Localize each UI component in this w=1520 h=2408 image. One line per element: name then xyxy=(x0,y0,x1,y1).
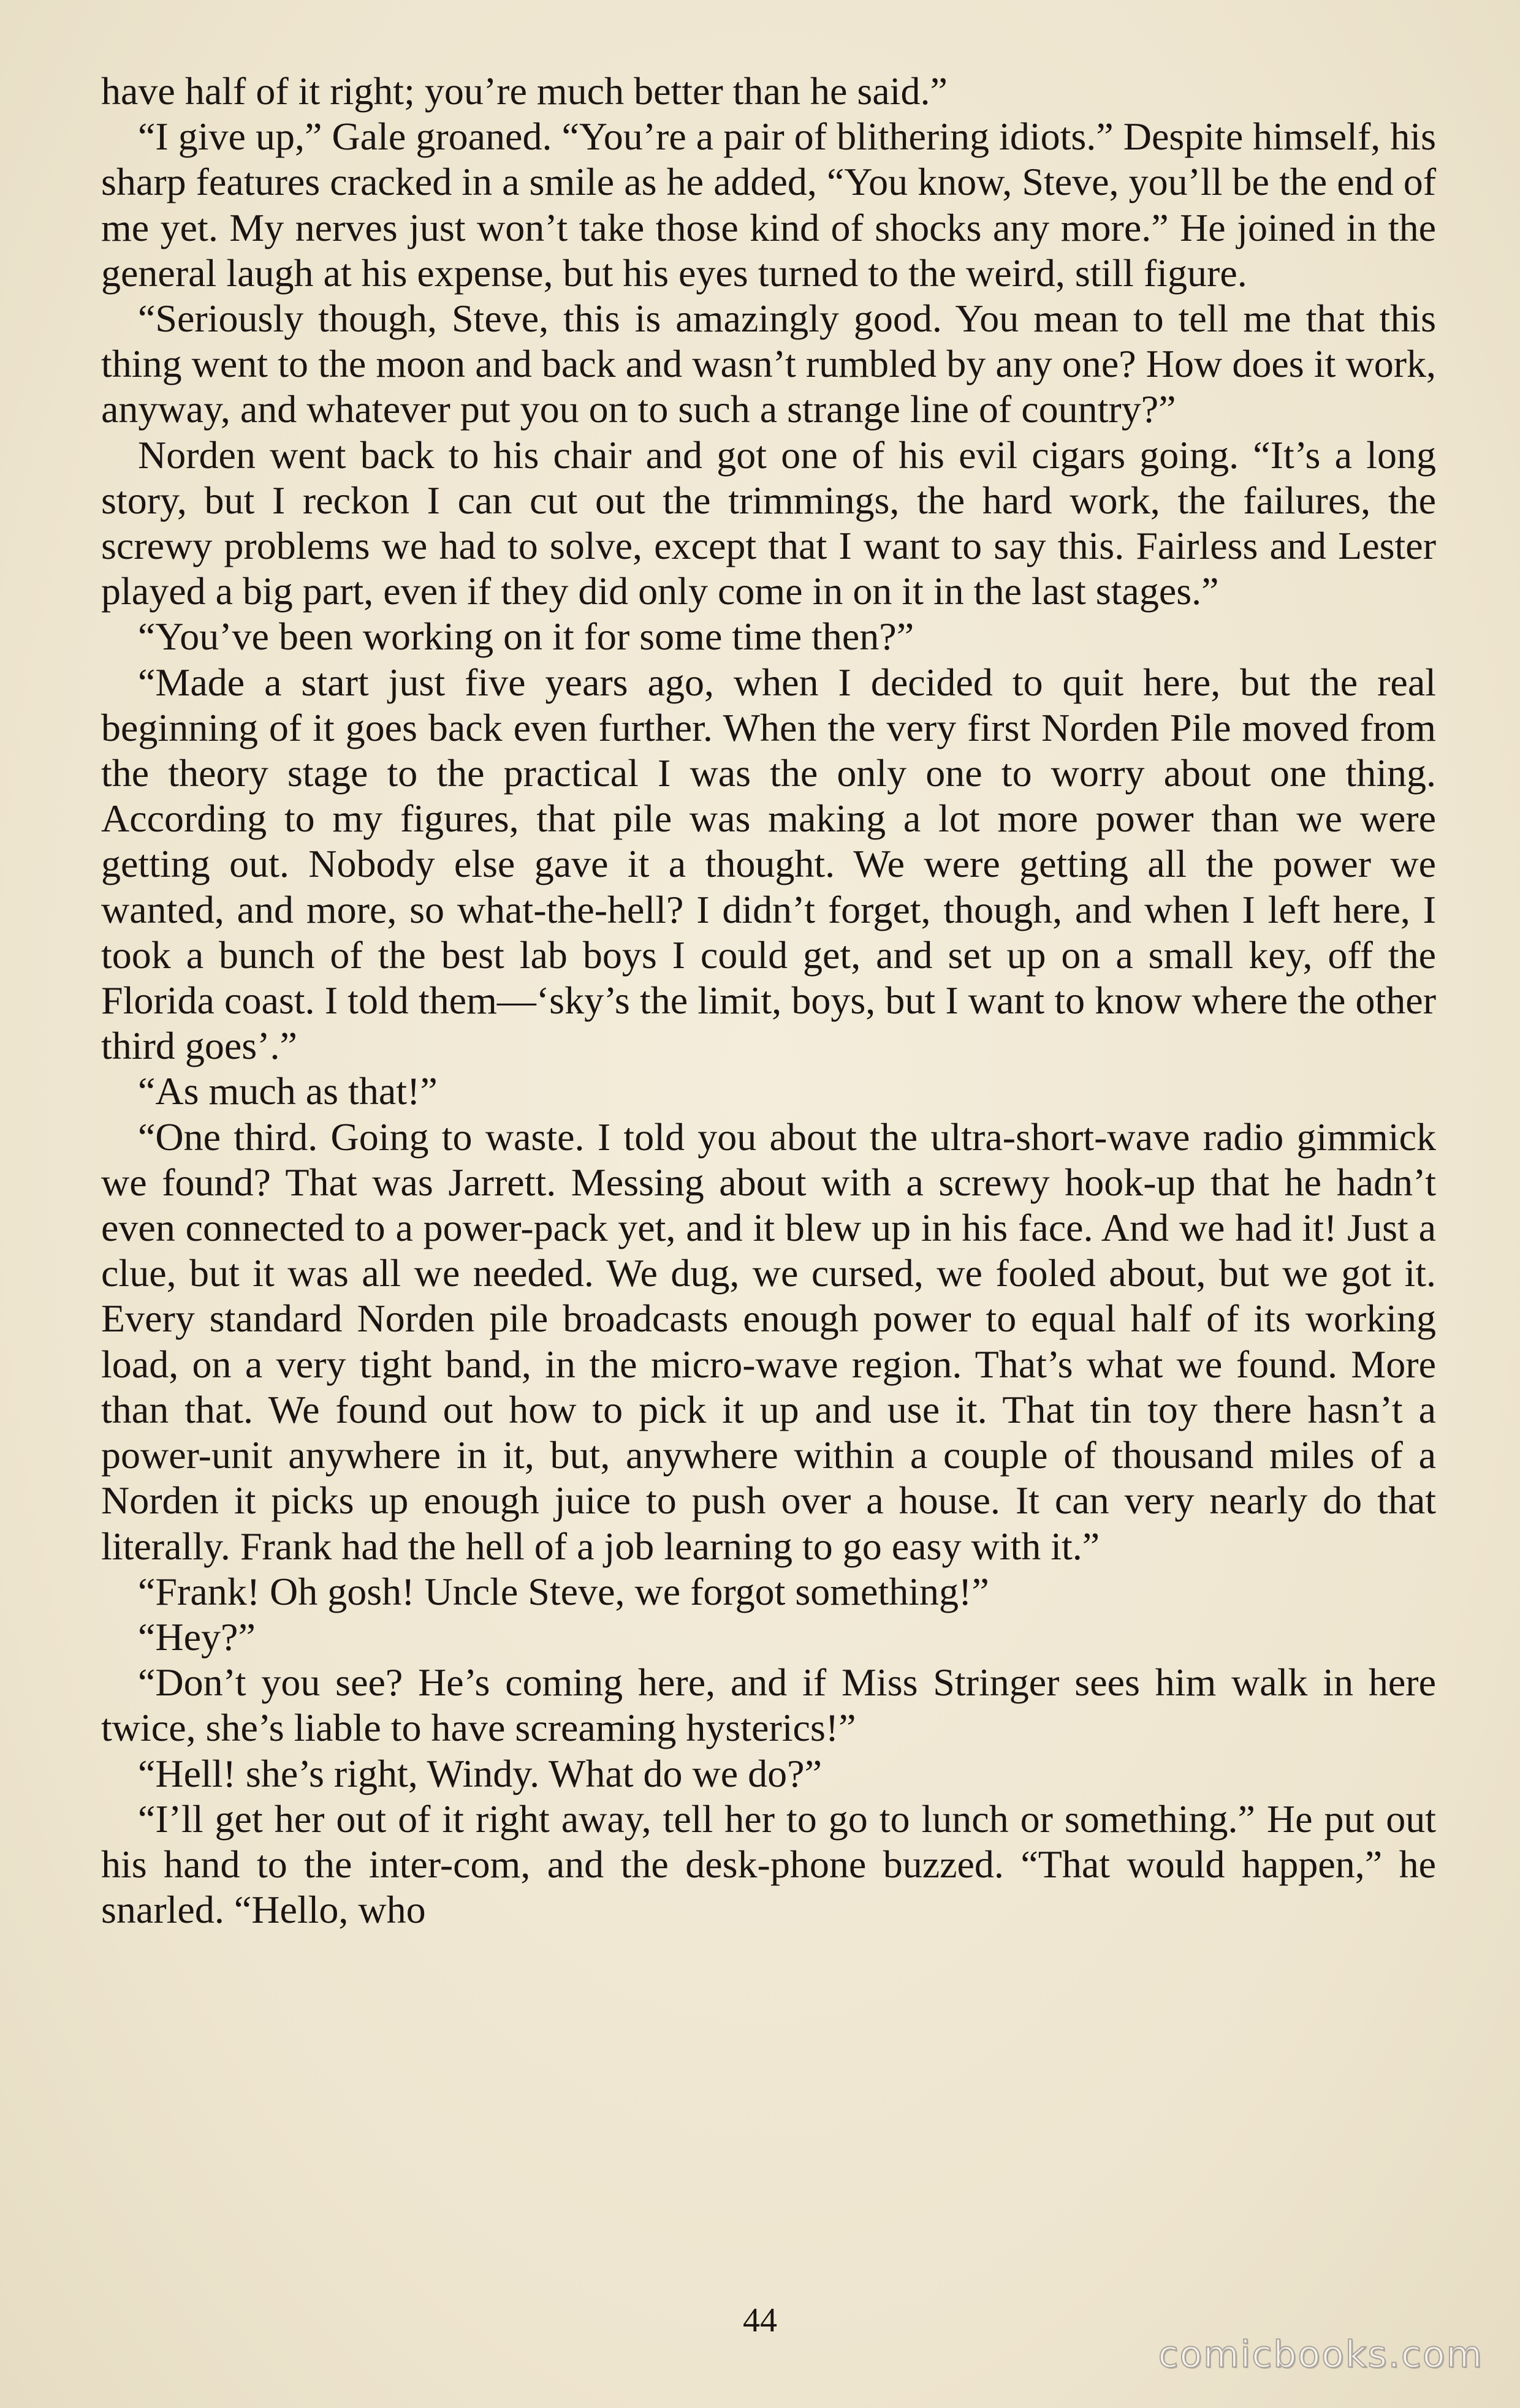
paragraph: “One third. Going to waste. I told you about the ultra-short-wave radio gimmick we found? That was Jarrett. Messing about with a screwy hook-up that he hadn’t even connected to a power-pack yet, and it blew up in his face. And we had it! Just a clue, but it was all we needed. We dug, we cursed, we fooled about, but we got it. Every standard Norden pile broadcasts enough power to equal half of its working load, on a very tight band, in the micro-wave region. That’s what we found. More than that. We found out how to pick it up and use it. That tin toy there hasn’t a power-unit anywhere in it, but, anywhere within a couple of thousand miles of a Norden it picks up enough juice to push over a house. It can very nearly do that literally. Frank had the hell of a job learning to go easy with it.” xyxy=(101,1115,1436,1568)
paragraph: have half of it right; you’re much better than he said.” xyxy=(101,69,948,113)
paragraph: “You’ve been working on it for some time then?” xyxy=(138,615,914,659)
paragraph: “As much as that!” xyxy=(138,1069,438,1113)
paragraph: “I give up,” Gale groaned. “You’re a pair of blithering idiots.” Despite himself, his sharp features cracked in a smile as he added, “You know, Steve, you’ll be the end of me yet. My nerves just won’t take those kind of shocks any more.” He joined in the general laugh at his expense, but his eyes turned to the weird, still figure. xyxy=(101,115,1436,295)
paragraph: “Don’t you see? He’s coming here, and if Miss Stringer sees him walk in here twice, she’s liable to have screaming hysterics!” xyxy=(101,1660,1436,1750)
paragraph: “Hell! she’s right, Windy. What do we do?” xyxy=(138,1751,822,1795)
watermark: comicbooks.com xyxy=(1158,2333,1483,2376)
paragraph: Norden went back to his chair and got one of his evil cigars going. “It’s a long story, but I reckon I can cut out the trimmings, the hard work, the failures, the screwy problems we had to solve, except that I want to say this. Fairless and Lester played a big part, even if they did only come in on it in the last stages.” xyxy=(101,433,1436,613)
paragraph: “Made a start just five years ago, when I decided to quit here, but the real beginning of it goes back even further. When the very first Norden Pile moved from the theory stage to the practical I was the only one to worry about one thing. According to my figures, that pile was making a lot more power than we were getting out. Nobody else gave it a thought. We were getting all the power we wanted, and more, so what-the-hell? I didn’t forget, though, and when I left here, I took a bunch of the best lab boys I could get, and set up on a small key, off the Florida coast. I told them—‘sky’s the limit, boys, but I want to know where the other third goes’.” xyxy=(101,660,1436,1068)
page-number: 44 xyxy=(743,2301,777,2339)
body-text xyxy=(101,69,1436,1933)
paragraph: “Frank! Oh gosh! Uncle Steve, we forgot something!” xyxy=(138,1569,989,1613)
paragraph: “Hey?” xyxy=(138,1615,256,1659)
paragraph: “I’ll get her out of it right away, tell her to go to lunch or something.” He put out his hand to the inter-com, and the desk-phone buzzed. “That would happen,” he snarled. “Hello, who xyxy=(101,1797,1436,1932)
paragraph: “Seriously though, Steve, this is amazingly good. You mean to tell me that this thing went to the moon and back and wasn’t rumbled by any one? How does it work, anyway, and whatever put you on to such a strange line of country?” xyxy=(101,297,1436,431)
